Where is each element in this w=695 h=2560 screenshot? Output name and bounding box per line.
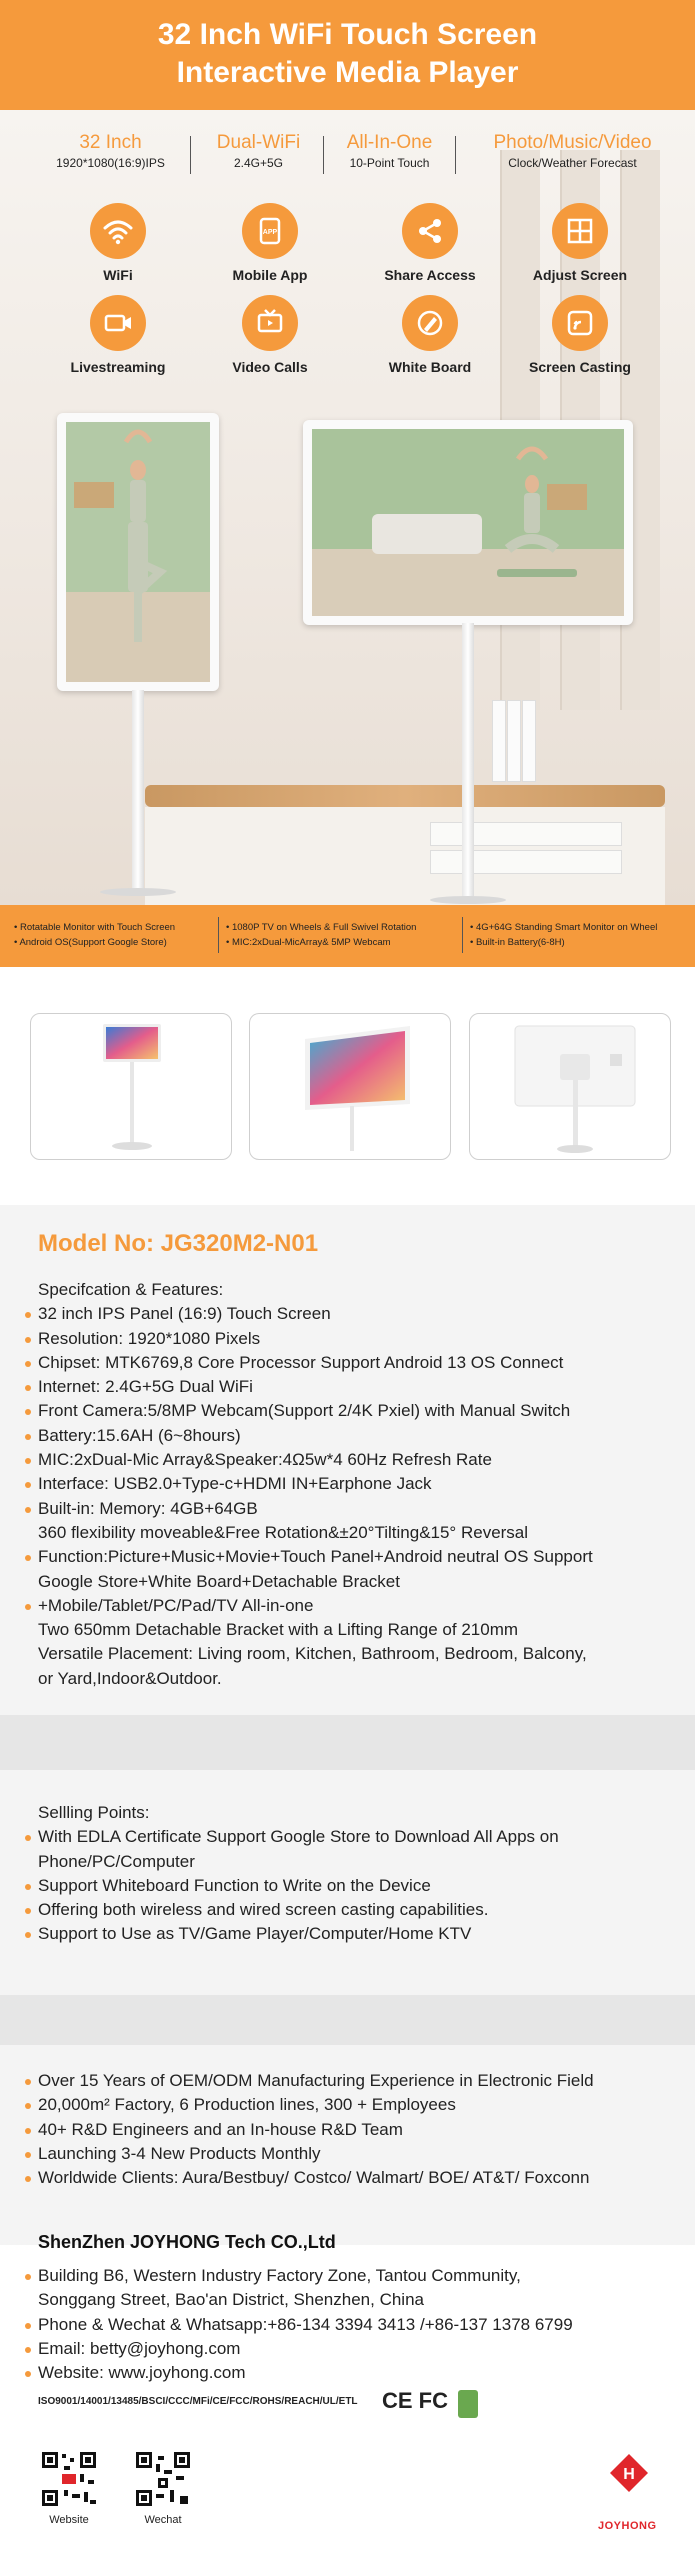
text-line: [38, 1594, 593, 1618]
line-text: Website: www.joyhong.com: [38, 2363, 246, 2383]
line-text: Offering both wireless and wired screen casting capabilities.: [38, 1900, 489, 1920]
brand-name: JOYHONG: [598, 2520, 657, 2532]
feature-label: Share Access: [384, 267, 476, 283]
line-text: Launching 3-4 New Products Monthly: [38, 2143, 321, 2163]
text-line: [38, 2142, 594, 2166]
feature-adjust-screen: [510, 203, 650, 283]
line-text: 20,000m² Factory, 6 Production lines, 300 + Employees: [38, 2095, 456, 2115]
feature-label: Video Calls: [232, 359, 308, 375]
table-drawer: [430, 822, 622, 846]
bullet-dot-icon: [25, 2323, 31, 2329]
product-view-stand: [30, 1013, 232, 1160]
feature-label: Mobile App: [232, 267, 308, 283]
hero-section: [0, 110, 695, 905]
spec-detail: Clock/Weather Forecast: [508, 156, 637, 170]
spec-list: [38, 1278, 593, 1691]
qr-label: Website: [49, 2514, 89, 2526]
bullet-dot-icon: [25, 1337, 31, 1343]
spec-value: 32 Inch: [79, 132, 142, 153]
contact-info: [38, 2264, 573, 2385]
text-line: [38, 1472, 593, 1496]
spec-value: Photo/Music/Video: [493, 132, 652, 153]
text-line: [38, 1545, 593, 1569]
spec-value: Dual-WiFi: [216, 132, 301, 153]
text-line: [38, 1302, 593, 1326]
spec-highlights: [0, 132, 695, 182]
spec-detail: 10-Point Touch: [349, 156, 430, 170]
text-line: [38, 1327, 593, 1351]
strip-column: [470, 920, 657, 950]
company-name: ShenZhen JOYHONG Tech CO.,Ltd: [38, 2232, 336, 2252]
strip-item: • Rotatable Monitor with Touch Screen: [14, 922, 176, 933]
feature-white-board: [360, 295, 500, 375]
monitor-pole: [462, 623, 474, 898]
spec-highlight: [18, 132, 203, 170]
svg-text:APP: APP: [262, 229, 278, 236]
line-text: Chipset: MTK6769,8 Core Processor Support Android 13 OS Connect: [38, 1352, 564, 1372]
strip-item: • Android OS(Support Google Store): [14, 937, 167, 948]
line-text: Two 650mm Detachable Bracket with a Lifting Range of 210mm: [38, 1620, 519, 1640]
bullet-dot-icon: [25, 1507, 31, 1513]
strip-divider: [462, 917, 463, 953]
text-line: [38, 2361, 573, 2385]
monitor-pole: [132, 690, 144, 890]
monitor-portrait: [57, 413, 219, 691]
text-line: [38, 1922, 559, 1946]
text-line: [38, 1570, 593, 1594]
strip-divider: [218, 917, 219, 953]
line-text: +Mobile/Tablet/PC/Pad/TV All-in-one: [38, 1595, 314, 1615]
line-text: Versatile Placement: Living room, Kitchen, Bathroom, Bedroom, Balcony,: [38, 1644, 587, 1664]
line-text: Google Store+White Board+Detachable Bracket: [38, 1571, 400, 1591]
spec-divider: [323, 136, 324, 174]
spec-highlight: [460, 132, 685, 170]
bullet-dot-icon: [25, 1361, 31, 1367]
line-text: Phone & Wechat & Whatsapp:+86-134 3394 3413 /+86-137 1378 6799: [38, 2314, 573, 2334]
line-text: Interface: USB2.0+Type-c+HDMI IN+Earphone Jack: [38, 1474, 432, 1494]
text-line: [38, 1667, 593, 1691]
bullet-dot-icon: [25, 2079, 31, 2085]
strip-column: [14, 920, 175, 950]
spec-detail: 2.4G+5G: [233, 156, 284, 170]
bullet-dot-icon: [25, 1434, 31, 1440]
text-line: [38, 1399, 593, 1423]
section-divider: [0, 1715, 695, 1770]
feature-wifi: [48, 203, 188, 283]
text-line: [38, 1898, 559, 1922]
line-text: Internet: 2.4G+5G Dual WiFi: [38, 1377, 253, 1397]
text-line: [38, 1825, 559, 1849]
text-line: [38, 2166, 594, 2190]
spec-highlight: [327, 132, 452, 170]
cert-marks: CE FC: [382, 2388, 448, 2413]
text-line: [38, 1874, 559, 1898]
feature-strip: [0, 905, 695, 967]
line-text: Building B6, Western Industry Factory Zone, Tantou Community,: [38, 2266, 521, 2285]
feature-share-access: [360, 203, 500, 283]
website-qr-code[interactable]: [40, 2450, 98, 2508]
spec-detail: 1920*1080(16:9)IPS: [56, 156, 165, 170]
product-view-angle: [249, 1013, 451, 1160]
strip-item: • 4G+64G Standing Smart Monitor on Wheel: [470, 922, 658, 933]
line-text: Songgang Street, Bao'an District, Shenzhen, China: [38, 2290, 424, 2310]
bullet-dot-icon: [25, 2371, 31, 2377]
bullet-dot-icon: [25, 2274, 31, 2280]
yoga-screen-image: [312, 429, 624, 616]
line-text: Battery:15.6AH (6~8hours): [38, 1425, 241, 1445]
qr-label: Wechat: [144, 2514, 182, 2526]
bullet-dot-icon: [25, 2152, 31, 2158]
line-text: Function:Picture+Music+Movie+Touch Panel+Android neutral OS Support: [38, 1547, 593, 1567]
spec-divider: [190, 136, 191, 174]
camera-icon: [90, 295, 146, 351]
text-line: [38, 1375, 593, 1399]
text-line: [38, 1351, 593, 1375]
text-line: [38, 2069, 594, 2093]
monitor-base: [100, 888, 176, 896]
spec-divider: [455, 136, 456, 174]
feature-screen-casting: [510, 295, 650, 375]
text-line: [38, 2337, 573, 2361]
header-title-line2: Interactive Media Player: [176, 56, 519, 89]
svg-text:H: H: [623, 2466, 635, 2483]
table-drawer: [430, 850, 622, 874]
line-text: 40+ R&D Engineers and an In-house R&D Team: [38, 2119, 403, 2139]
wechat-qr-code[interactable]: [134, 2450, 192, 2508]
strip-item: • Built-in Battery(6-8H): [470, 937, 565, 948]
text-line: [38, 1521, 593, 1545]
text-line: [38, 2288, 573, 2312]
table-top: [145, 785, 665, 807]
line-text: Support Whiteboard Function to Write on the Device: [38, 1875, 431, 1895]
feature-label: White Board: [388, 359, 472, 375]
model-number: Model No: JG320M2-N01: [38, 1230, 319, 1257]
text-line: [38, 1618, 593, 1642]
text-line: [38, 2118, 594, 2142]
header-title-line1: 32 Inch WiFi Touch Screen: [157, 18, 538, 51]
text-line: [38, 1642, 593, 1666]
line-text: MIC:2xDual-Mic Array&Speaker:4Ω5w*4 60Hz Refresh Rate: [38, 1450, 492, 1470]
joyhong-logo-icon: [608, 2452, 650, 2514]
strip-column: [226, 920, 416, 950]
bullet-dot-icon: [25, 2347, 31, 2353]
line-text: With EDLA Certificate Support Google Store to Download All Apps on: [38, 1827, 559, 1847]
strip-item: • MIC:2xDual-MicArray& 5MP Webcam: [226, 937, 391, 948]
company-highlights: [38, 2069, 594, 2190]
line-text: Worldwide Clients: Aura/Bestbuy/ Costco/ Walmart/ BOE/ AT&T/ Foxconn: [38, 2168, 590, 2188]
text-line: [38, 2313, 573, 2337]
grid-icon: [552, 203, 608, 259]
feature-label: Adjust Screen: [532, 267, 628, 283]
text-line: [38, 1448, 593, 1472]
brush-icon: [402, 295, 458, 351]
feature-label: Screen Casting: [529, 359, 631, 375]
line-text: Support to Use as TV/Game Player/Computer/Home KTV: [38, 1924, 472, 1944]
selling-points: [38, 1801, 559, 1947]
page-header: [0, 0, 695, 110]
line-text: Over 15 Years of OEM/ODM Manufacturing Experience in Electronic Field: [38, 2071, 594, 2090]
tv-icon: [242, 295, 298, 351]
line-text: Resolution: 1920*1080 Pixels: [38, 1328, 261, 1348]
feature-label: WiFi: [103, 267, 133, 283]
line-text: Email: betty@joyhong.com: [38, 2338, 241, 2358]
selling-title: Sellling Points:: [38, 1803, 150, 1822]
feature-mobile-app: [200, 203, 340, 283]
line-text: 360 flexibility moveable&Free Rotation&±20°Tilting&15° Reversal: [38, 1522, 529, 1542]
text-line: [38, 1497, 593, 1521]
monitor-landscape: [303, 420, 633, 625]
text-line: [38, 1850, 559, 1874]
line-text: Built-in: Memory: 4GB+64GB: [38, 1498, 258, 1518]
feature-livestreaming: [48, 295, 188, 375]
wifi-icon: [90, 203, 146, 259]
text-line: [38, 1424, 593, 1448]
spec-highlight: [196, 132, 321, 170]
line-text: or Yard,Indoor&Outdoor.: [38, 1668, 222, 1688]
books: [492, 700, 536, 780]
cast-icon: [552, 295, 608, 351]
yoga-screen-image: [66, 422, 210, 682]
rohs-leaf-icon: [458, 2390, 478, 2418]
bullet-dot-icon: [25, 1884, 31, 1890]
feature-video-calls: [200, 295, 340, 375]
product-view-back: [469, 1013, 671, 1160]
line-text: 32 inch IPS Panel (16:9) Touch Screen: [38, 1304, 331, 1324]
bullet-dot-icon: [25, 1604, 31, 1610]
certification-list: ISO9001/14001/13485/BSCI/CCC/MFi/CE/FCC/ROHS/REACH/UL/ETL: [38, 2396, 358, 2407]
section-divider: [0, 1995, 695, 2045]
line-text: Phone/PC/Computer: [38, 1851, 195, 1871]
feature-label: Livestreaming: [70, 359, 166, 375]
bullet-dot-icon: [25, 2128, 31, 2134]
monitor-base: [430, 896, 506, 904]
spec-title: Specifcation & Features:: [38, 1280, 224, 1299]
share-icon: [402, 203, 458, 259]
text-line: [38, 2264, 573, 2288]
line-text: Front Camera:5/8MP Webcam(Support 2/4K Pxiel) with Manual Switch: [38, 1401, 571, 1421]
text-line: [38, 2093, 594, 2117]
app-icon: [242, 203, 298, 259]
spec-value: All-In-One: [346, 132, 433, 153]
strip-item: • 1080P TV on Wheels & Full Swivel Rotation: [226, 922, 417, 933]
